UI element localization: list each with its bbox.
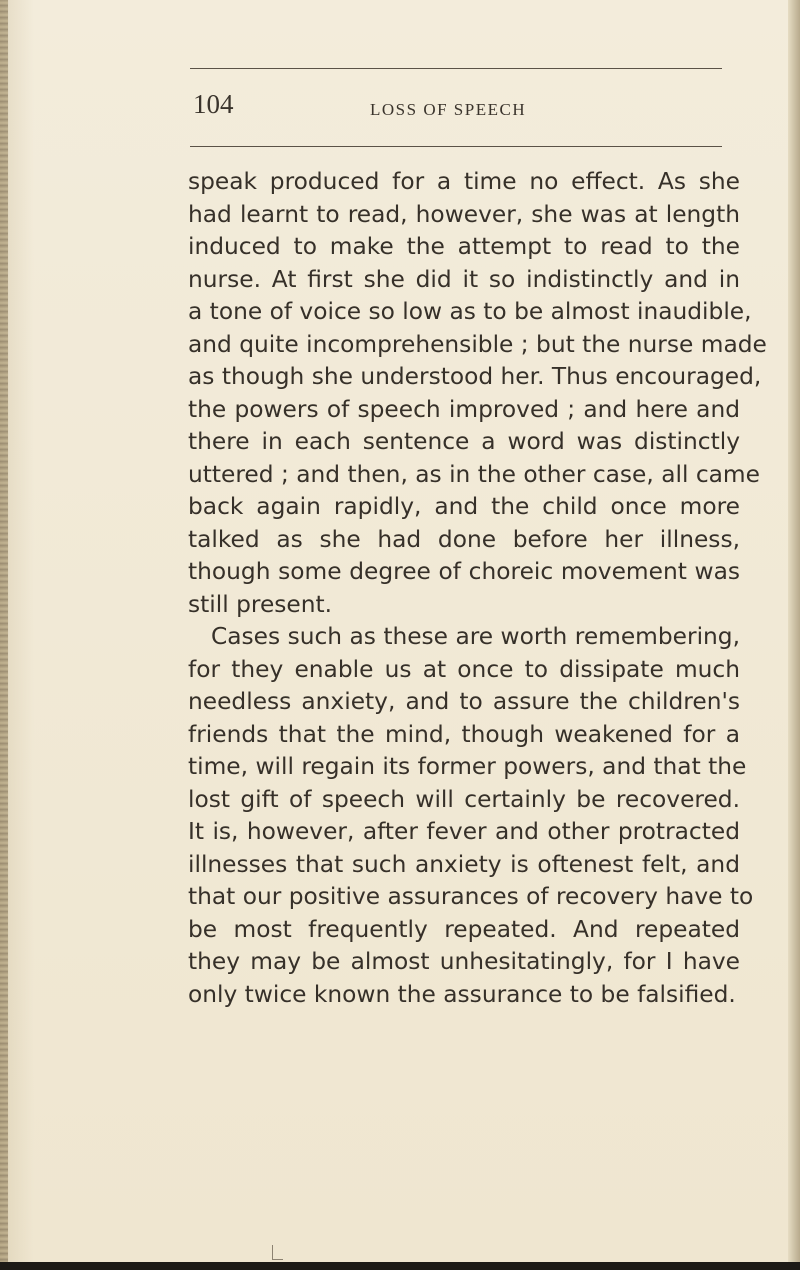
text-line: that our positive assurances of recovery have to: [188, 883, 754, 910]
text-line: uttered ; and then, as in the other case, all came: [188, 460, 760, 488]
text-line: lost gift of speech will certainly be recovered.: [188, 785, 740, 813]
text-line: back again rapidly, and the child once more: [188, 493, 740, 520]
text-line: a tone of voice so low as to be almost inaudible,: [188, 298, 752, 325]
text-line: nurse. At first she did it so indistinctly and in: [188, 265, 740, 293]
page-fore-edge: [788, 0, 800, 1270]
header-rule-bottom: [190, 146, 722, 147]
text-line: and quite incomprehensible ; but the nurse made: [188, 330, 767, 358]
text-line: illnesses that such anxiety is oftenest felt, and: [188, 850, 740, 878]
text-line: time, will regain its former powers, and that the: [188, 753, 747, 780]
page-binding-edge: [0, 0, 8, 1270]
text-line: still present.: [188, 590, 333, 618]
text-line: though some degree of choreic movement was: [188, 558, 740, 585]
text-line: for they enable us at once to dissipate much: [188, 655, 740, 683]
running-head: LOSS OF SPEECH: [370, 100, 527, 119]
text-line: talked as she had done before her illness,: [188, 525, 740, 553]
text-line: be most frequently repeated. And repeated: [188, 915, 740, 943]
stray-print-mark: [272, 1245, 283, 1260]
text-line: they may be almost unhesitatingly, for I have: [188, 948, 740, 975]
text-line: It is, however, after fever and other protracted: [188, 818, 740, 845]
text-line: had learnt to read, however, she was at length: [188, 200, 740, 228]
header-rule-top: [190, 68, 722, 69]
page-number: 104: [193, 89, 234, 119]
text-line: Cases such as these are worth remembering,: [211, 623, 740, 650]
text-line: the powers of speech improved ; and here and: [188, 395, 740, 423]
text-line: induced to make the attempt to read to the: [188, 233, 740, 260]
text-line: there in each sentence a word was distinctly: [188, 428, 740, 455]
text-line: speak produced for a time no effect. As she: [188, 168, 740, 195]
page-bottom-edge: [0, 1262, 800, 1270]
text-line: needless anxiety, and to assure the children's: [188, 688, 740, 715]
text-line: only twice known the assurance to be falsified.: [188, 980, 736, 1008]
text-line: as though she understood her. Thus encouraged,: [188, 363, 762, 390]
body-text: [188, 166, 767, 1011]
text-line: friends that the mind, though weakened for a: [188, 720, 740, 748]
